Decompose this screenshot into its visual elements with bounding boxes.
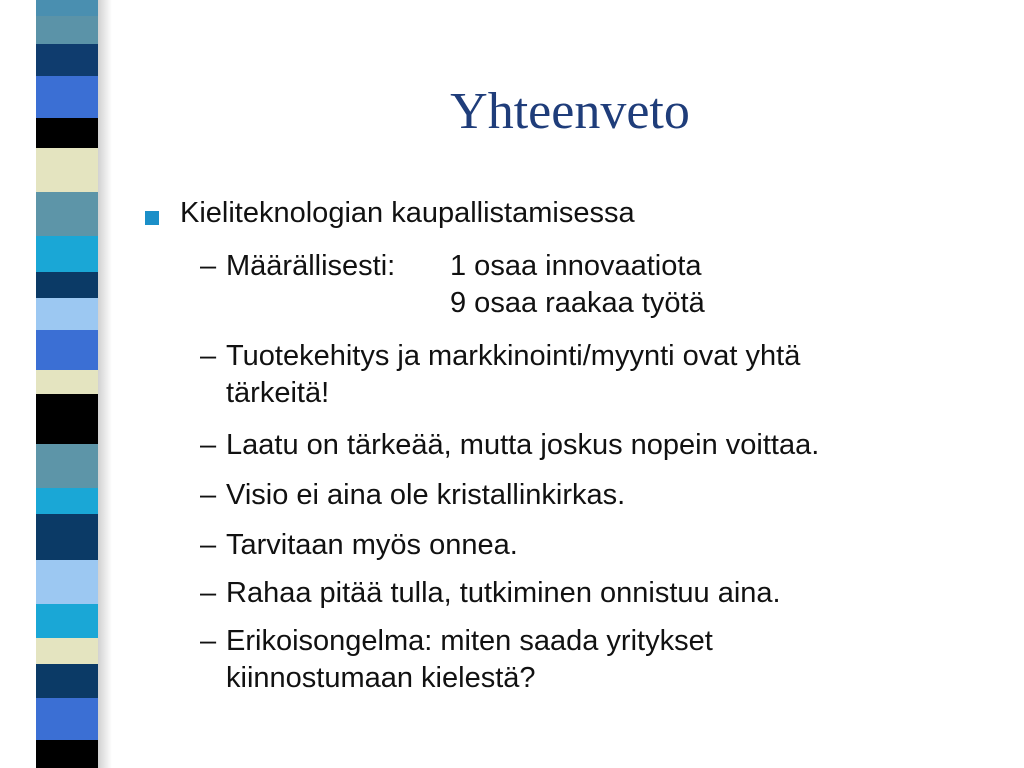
stripe-block	[36, 0, 98, 16]
slide-title: Yhteenveto	[450, 83, 690, 140]
sub-item-value: 9 osaa raakaa työtä	[450, 287, 705, 319]
sub-item-text: Erikoisongelma: miten saada yritykset	[226, 625, 713, 657]
stripe-block	[36, 698, 98, 740]
dash-bullet: –	[200, 250, 217, 282]
stripe-block	[36, 638, 98, 664]
stripe-block	[36, 330, 98, 370]
main-bullet-text: Kieliteknologian kaupallistamisessa	[180, 197, 635, 229]
stripe-block	[36, 394, 98, 444]
dash-bullet: –	[200, 577, 217, 609]
stripe-block	[36, 370, 98, 394]
stripe-block	[36, 272, 98, 298]
decorative-stripe-bar	[36, 0, 98, 768]
stripe-shadow	[98, 0, 112, 768]
stripe-block	[36, 444, 98, 488]
stripe-block	[36, 604, 98, 638]
square-bullet-icon	[145, 211, 159, 225]
stripe-block	[36, 488, 98, 514]
sub-item-label: Määrällisesti:	[226, 250, 396, 282]
stripe-block	[36, 298, 98, 330]
dash-bullet: –	[200, 479, 217, 511]
sub-item-text: tärkeitä!	[226, 377, 330, 409]
dash-bullet: –	[200, 340, 217, 372]
dash-bullet: –	[200, 625, 217, 657]
stripe-block	[36, 560, 98, 604]
sub-item-text: kiinnostumaan kielestä?	[226, 662, 536, 694]
stripe-block	[36, 192, 98, 236]
sub-item-text: Tuotekehitys ja markkinointi/myynti ovat yhtä	[226, 340, 801, 372]
stripe-block	[36, 44, 98, 76]
stripe-block	[36, 118, 98, 148]
stripe-block	[36, 740, 98, 768]
stripe-block	[36, 76, 98, 118]
sub-item-value: 1 osaa innovaatiota	[450, 250, 702, 282]
sub-item-text: Rahaa pitää tulla, tutkiminen onnistuu aina.	[226, 577, 781, 609]
stripe-block	[36, 514, 98, 560]
sub-item-text: Tarvitaan myös onnea.	[226, 529, 518, 561]
stripe-block	[36, 664, 98, 698]
stripe-block	[36, 148, 98, 192]
stripe-block	[36, 16, 98, 44]
stripe-block	[36, 236, 98, 272]
sub-item-text: Laatu on tärkeää, mutta joskus nopein voittaa.	[226, 429, 820, 461]
dash-bullet: –	[200, 429, 217, 461]
sub-item-text: Visio ei aina ole kristallinkirkas.	[226, 479, 626, 511]
dash-bullet: –	[200, 529, 217, 561]
